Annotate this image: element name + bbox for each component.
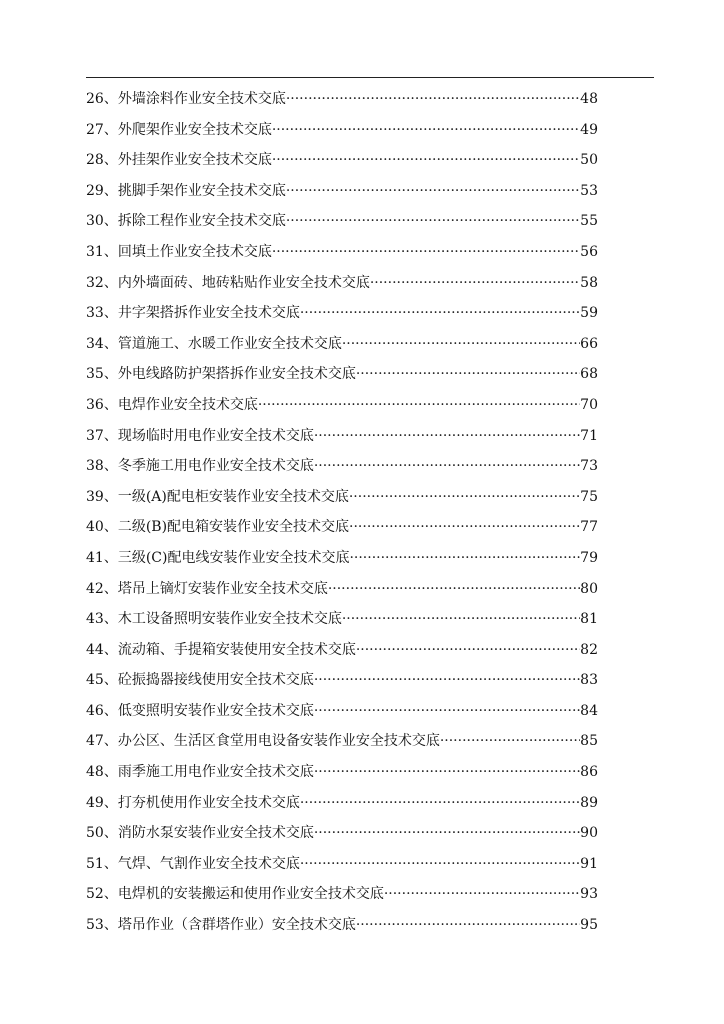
toc-dot-leader (349, 482, 580, 513)
toc-entry-page-number: 89 (580, 794, 598, 811)
table-of-contents (86, 84, 598, 941)
toc-dot-leader (286, 206, 580, 237)
toc-entry-page-number: 53 (580, 182, 598, 199)
toc-dot-leader (342, 604, 580, 635)
toc-dot-leader (314, 421, 580, 452)
toc-entry-title: 43、木工设备照明安装作业安全技术交底 (86, 611, 342, 628)
toc-entry-page-number: 71 (580, 427, 598, 444)
toc-dot-leader (286, 176, 580, 207)
toc-dot-leader (300, 849, 580, 880)
toc-entry[interactable] (86, 788, 598, 819)
toc-entry-title: 31、回填土作业安全技术交底 (86, 243, 272, 260)
toc-dot-leader (314, 818, 580, 849)
toc-entry-page-number: 91 (580, 855, 598, 872)
toc-entry-title: 29、挑脚手架作业安全技术交底 (86, 182, 286, 199)
toc-entry[interactable] (86, 879, 598, 910)
toc-entry[interactable] (86, 176, 598, 207)
toc-dot-leader (349, 543, 580, 574)
toc-entry[interactable] (86, 390, 598, 421)
toc-entry-page-number: 50 (580, 152, 598, 169)
toc-dot-leader (356, 910, 580, 941)
toc-dot-leader (440, 726, 580, 757)
toc-entry-title: 38、冬季施工用电作业安全技术交底 (86, 458, 314, 475)
toc-entry-title: 34、管道施工、水暖工作业安全技术交底 (86, 335, 342, 352)
toc-entry-page-number: 55 (580, 213, 598, 230)
toc-entry-page-number: 59 (580, 305, 598, 322)
toc-entry-title: 40、二级(B)配电箱安装作业安全技术交底 (86, 519, 350, 536)
toc-entry[interactable] (86, 696, 598, 727)
toc-entry-page-number: 73 (580, 458, 598, 475)
toc-entry[interactable] (86, 910, 598, 941)
toc-entry-page-number: 49 (580, 121, 598, 138)
toc-dot-leader (342, 329, 580, 360)
toc-entry[interactable] (86, 665, 598, 696)
toc-dot-leader (300, 298, 580, 329)
toc-entry[interactable] (86, 849, 598, 880)
toc-entry[interactable] (86, 329, 598, 360)
toc-dot-leader (370, 268, 580, 299)
toc-entry-page-number: 56 (580, 243, 598, 260)
toc-dot-leader (356, 635, 580, 666)
toc-dot-leader (384, 879, 580, 910)
toc-dot-leader (314, 696, 580, 727)
toc-entry-page-number: 84 (580, 702, 598, 719)
toc-entry-page-number: 83 (580, 672, 598, 689)
toc-dot-leader (314, 665, 580, 696)
toc-entry-title: 26、外墙涂料作业安全技术交底 (86, 91, 286, 107)
toc-dot-leader (272, 237, 580, 268)
toc-entry[interactable] (86, 451, 598, 482)
toc-entry[interactable] (86, 604, 598, 635)
toc-entry-title: 42、塔吊上镝灯安装作业安全技术交底 (86, 580, 328, 597)
toc-entry-title: 30、拆除工程作业安全技术交底 (86, 213, 286, 230)
toc-entry-page-number: 48 (580, 91, 598, 107)
toc-entry-page-number: 81 (580, 611, 598, 628)
toc-entry-title: 41、三级(C)配电线安装作业安全技术交底 (86, 549, 350, 566)
toc-entry-page-number: 66 (580, 335, 598, 352)
toc-entry[interactable] (86, 237, 598, 268)
toc-entry-title: 39、一级(A)配电柜安装作业安全技术交底 (86, 488, 349, 505)
toc-entry[interactable] (86, 145, 598, 176)
toc-entry-title: 51、气焊、气割作业安全技术交底 (86, 855, 300, 872)
toc-entry-page-number: 58 (580, 274, 598, 291)
toc-dot-leader (286, 84, 580, 115)
toc-entry[interactable] (86, 574, 598, 605)
toc-dot-leader (258, 390, 580, 421)
toc-dot-leader (314, 451, 580, 482)
toc-entry-title: 35、外电线路防护架搭拆作业安全技术交底 (86, 366, 356, 383)
toc-entry-page-number: 77 (580, 519, 598, 536)
toc-entry[interactable] (86, 359, 598, 390)
toc-entry-title: 49、打夯机使用作业安全技术交底 (86, 794, 300, 811)
toc-dot-leader (300, 788, 580, 819)
toc-entry[interactable] (86, 298, 598, 329)
toc-entry[interactable] (86, 757, 598, 788)
toc-entry-page-number: 79 (580, 549, 598, 566)
toc-entry-title: 47、办公区、生活区食堂用电设备安装作业安全技术交底 (86, 733, 440, 750)
header-rule (86, 77, 654, 78)
toc-entry-title: 44、流动箱、手提箱安装使用安全技术交底 (86, 641, 356, 658)
toc-entry-title: 28、外挂架作业安全技术交底 (86, 152, 272, 169)
toc-entry[interactable] (86, 206, 598, 237)
toc-entry-page-number: 86 (580, 764, 598, 781)
toc-entry-page-number: 85 (580, 733, 598, 750)
toc-dot-leader (314, 757, 580, 788)
toc-entry[interactable] (86, 421, 598, 452)
toc-entry[interactable] (86, 84, 598, 115)
toc-dot-leader (328, 574, 580, 605)
toc-entry[interactable] (86, 115, 598, 146)
toc-entry-title: 52、电焊机的安装搬运和使用作业安全技术交底 (86, 886, 384, 903)
toc-entry-title: 50、消防水泵安装作业安全技术交底 (86, 825, 314, 842)
toc-dot-leader (272, 145, 580, 176)
toc-dot-leader (356, 359, 580, 390)
toc-entry-title: 27、外爬架作业安全技术交底 (86, 121, 272, 138)
toc-entry[interactable] (86, 512, 598, 543)
toc-entry[interactable] (86, 543, 598, 574)
toc-entry-title: 33、井字架搭拆作业安全技术交底 (86, 305, 300, 322)
toc-entry-title: 45、砼振捣器接线使用安全技术交底 (86, 672, 314, 689)
toc-entry[interactable] (86, 268, 598, 299)
toc-dot-leader (349, 512, 580, 543)
toc-entry[interactable] (86, 635, 598, 666)
toc-entry-page-number: 68 (580, 366, 598, 383)
toc-entry-title: 48、雨季施工用电作业安全技术交底 (86, 764, 314, 781)
toc-entry[interactable] (86, 818, 598, 849)
toc-entry-title: 36、电焊作业安全技术交底 (86, 396, 258, 413)
toc-dot-leader (272, 115, 580, 146)
toc-entry-title: 37、现场临时用电作业安全技术交底 (86, 427, 314, 444)
toc-entry-page-number: 82 (580, 641, 598, 658)
toc-entry[interactable] (86, 726, 598, 757)
toc-entry-page-number: 80 (580, 580, 598, 597)
toc-entry-page-number: 93 (580, 886, 598, 903)
toc-entry-title: 46、低变照明安装作业安全技术交底 (86, 702, 314, 719)
toc-entry-page-number: 90 (580, 825, 598, 842)
toc-entry-page-number: 70 (580, 396, 598, 413)
toc-entry-page-number: 75 (580, 488, 598, 505)
toc-entry-page-number: 95 (580, 917, 598, 934)
toc-entry[interactable] (86, 482, 598, 513)
toc-entry-title: 53、塔吊作业（含群塔作业）安全技术交底 (86, 917, 356, 934)
toc-entry-title: 32、内外墙面砖、地砖粘贴作业安全技术交底 (86, 274, 370, 291)
